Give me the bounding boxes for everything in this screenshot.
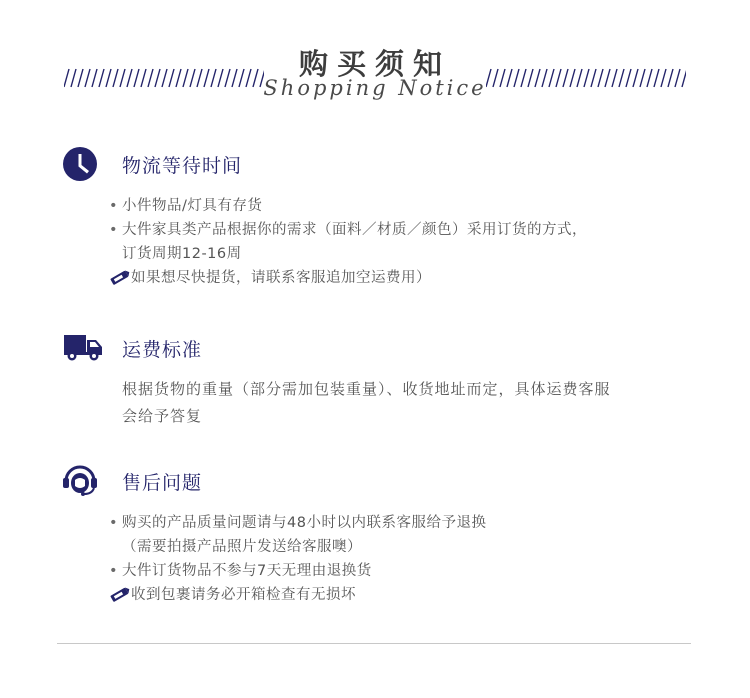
list-item-continuation: 订货周期12-16周 <box>122 246 242 262</box>
note-text: 收到包裹请务必开箱检查有无损坏 <box>131 587 356 603</box>
section-after-sales <box>62 463 702 613</box>
stripe-line <box>253 69 258 87</box>
stripe-line <box>148 69 153 87</box>
stripe-line <box>225 69 230 87</box>
paragraph-line: 会给予答复 <box>122 407 203 425</box>
stripe-line <box>570 69 575 87</box>
stripe-line <box>197 69 202 87</box>
stripe-line <box>675 69 680 87</box>
logistics-details <box>109 194 587 290</box>
title-english: Shopping Notice <box>263 76 487 100</box>
title-chinese: 购买须知 <box>298 47 451 81</box>
pencil-tag-icon <box>109 586 131 602</box>
stripe-line <box>500 69 505 87</box>
section-logistics <box>62 146 702 296</box>
section-shipping <box>62 330 702 430</box>
stripe-line <box>556 69 561 87</box>
stripe-line <box>682 69 686 87</box>
stripe-line <box>176 69 181 87</box>
section-title-shipping: 运费标准 <box>122 339 203 361</box>
list-item-text: 大件订货物品不参与7天无理由退换货 <box>122 563 372 579</box>
stripe-line <box>612 69 617 87</box>
stripe-line <box>92 69 97 87</box>
stripe-line <box>183 69 188 87</box>
stripe-line <box>591 69 596 87</box>
stripe-line <box>619 69 624 87</box>
list-item <box>109 559 486 583</box>
stripe-line <box>598 69 603 87</box>
stripe-line <box>162 69 167 87</box>
bullet-mark: • <box>109 198 119 214</box>
bullet-mark: • <box>109 563 119 579</box>
stripe-line <box>106 69 111 87</box>
stripe-line <box>633 69 638 87</box>
section-title-after-sales: 售后问题 <box>122 472 203 494</box>
bullet-mark: • <box>109 222 119 238</box>
stripe-line <box>246 69 251 87</box>
stripe-line <box>577 69 582 87</box>
stripe-line <box>605 69 610 87</box>
stripe-line <box>528 69 533 87</box>
stripe-line <box>155 69 160 87</box>
list-item <box>109 218 587 242</box>
paragraph-line: 根据货物的重量（部分需加包装重量）、收货地址而定，具体运费客服 <box>122 380 611 398</box>
stripe-line <box>626 69 631 87</box>
stripe-line <box>535 69 540 87</box>
stripe-line <box>134 69 139 87</box>
stripe-line <box>647 69 652 87</box>
stripe-line <box>120 69 125 87</box>
stripe-line <box>521 69 526 87</box>
stripe-line <box>64 69 69 87</box>
stripe-line <box>260 69 264 87</box>
note-text: 如果想尽快提货，请联系客服追加空运费用） <box>131 270 431 286</box>
stripe-line <box>549 69 554 87</box>
bullet-mark: • <box>109 515 119 531</box>
stripe-line <box>85 69 90 87</box>
delivery-truck-icon <box>64 330 104 366</box>
note-line <box>109 266 587 290</box>
section-title-logistics: 物流等待时间 <box>122 155 243 177</box>
shipping-details <box>122 376 682 430</box>
stripe-line <box>141 69 146 87</box>
stripe-line <box>486 69 491 87</box>
stripe-line <box>78 69 83 87</box>
stripe-line <box>232 69 237 87</box>
stripe-line <box>113 69 118 87</box>
after-sales-details <box>109 511 486 607</box>
right-stripe-decoration <box>486 68 686 88</box>
stripe-line <box>661 69 666 87</box>
stripe-line <box>127 69 132 87</box>
note-line <box>109 583 486 607</box>
stripe-line <box>190 69 195 87</box>
stripe-line <box>71 69 76 87</box>
stripe-line <box>239 69 244 87</box>
customer-service-headset-icon <box>62 463 98 499</box>
stripe-line <box>563 69 568 87</box>
clock-icon <box>62 146 98 182</box>
stripe-line <box>584 69 589 87</box>
list-item <box>109 194 587 218</box>
list-item <box>109 511 486 535</box>
stripe-line <box>204 69 209 87</box>
pencil-tag-icon <box>109 269 131 285</box>
left-stripe-decoration <box>64 68 264 88</box>
list-item-continuation: （需要拍摄产品照片发送给客服噢） <box>122 539 362 555</box>
list-item-text: 小件物品/灯具有存货 <box>122 198 263 214</box>
list-item-text: 购买的产品质量问题请与48小时以内联系客服给予退换 <box>122 515 487 531</box>
bottom-divider <box>57 643 691 644</box>
stripe-line <box>218 69 223 87</box>
stripe-line <box>542 69 547 87</box>
stripe-line <box>169 69 174 87</box>
stripe-line <box>211 69 216 87</box>
stripe-line <box>493 69 498 87</box>
stripe-line <box>99 69 104 87</box>
stripe-line <box>507 69 512 87</box>
stripe-line <box>514 69 519 87</box>
stripe-line <box>654 69 659 87</box>
stripe-line <box>640 69 645 87</box>
list-item-text: 大件家具类产品根据你的需求（面料／材质／颜色）采用订货的方式， <box>122 222 587 238</box>
stripe-line <box>668 69 673 87</box>
